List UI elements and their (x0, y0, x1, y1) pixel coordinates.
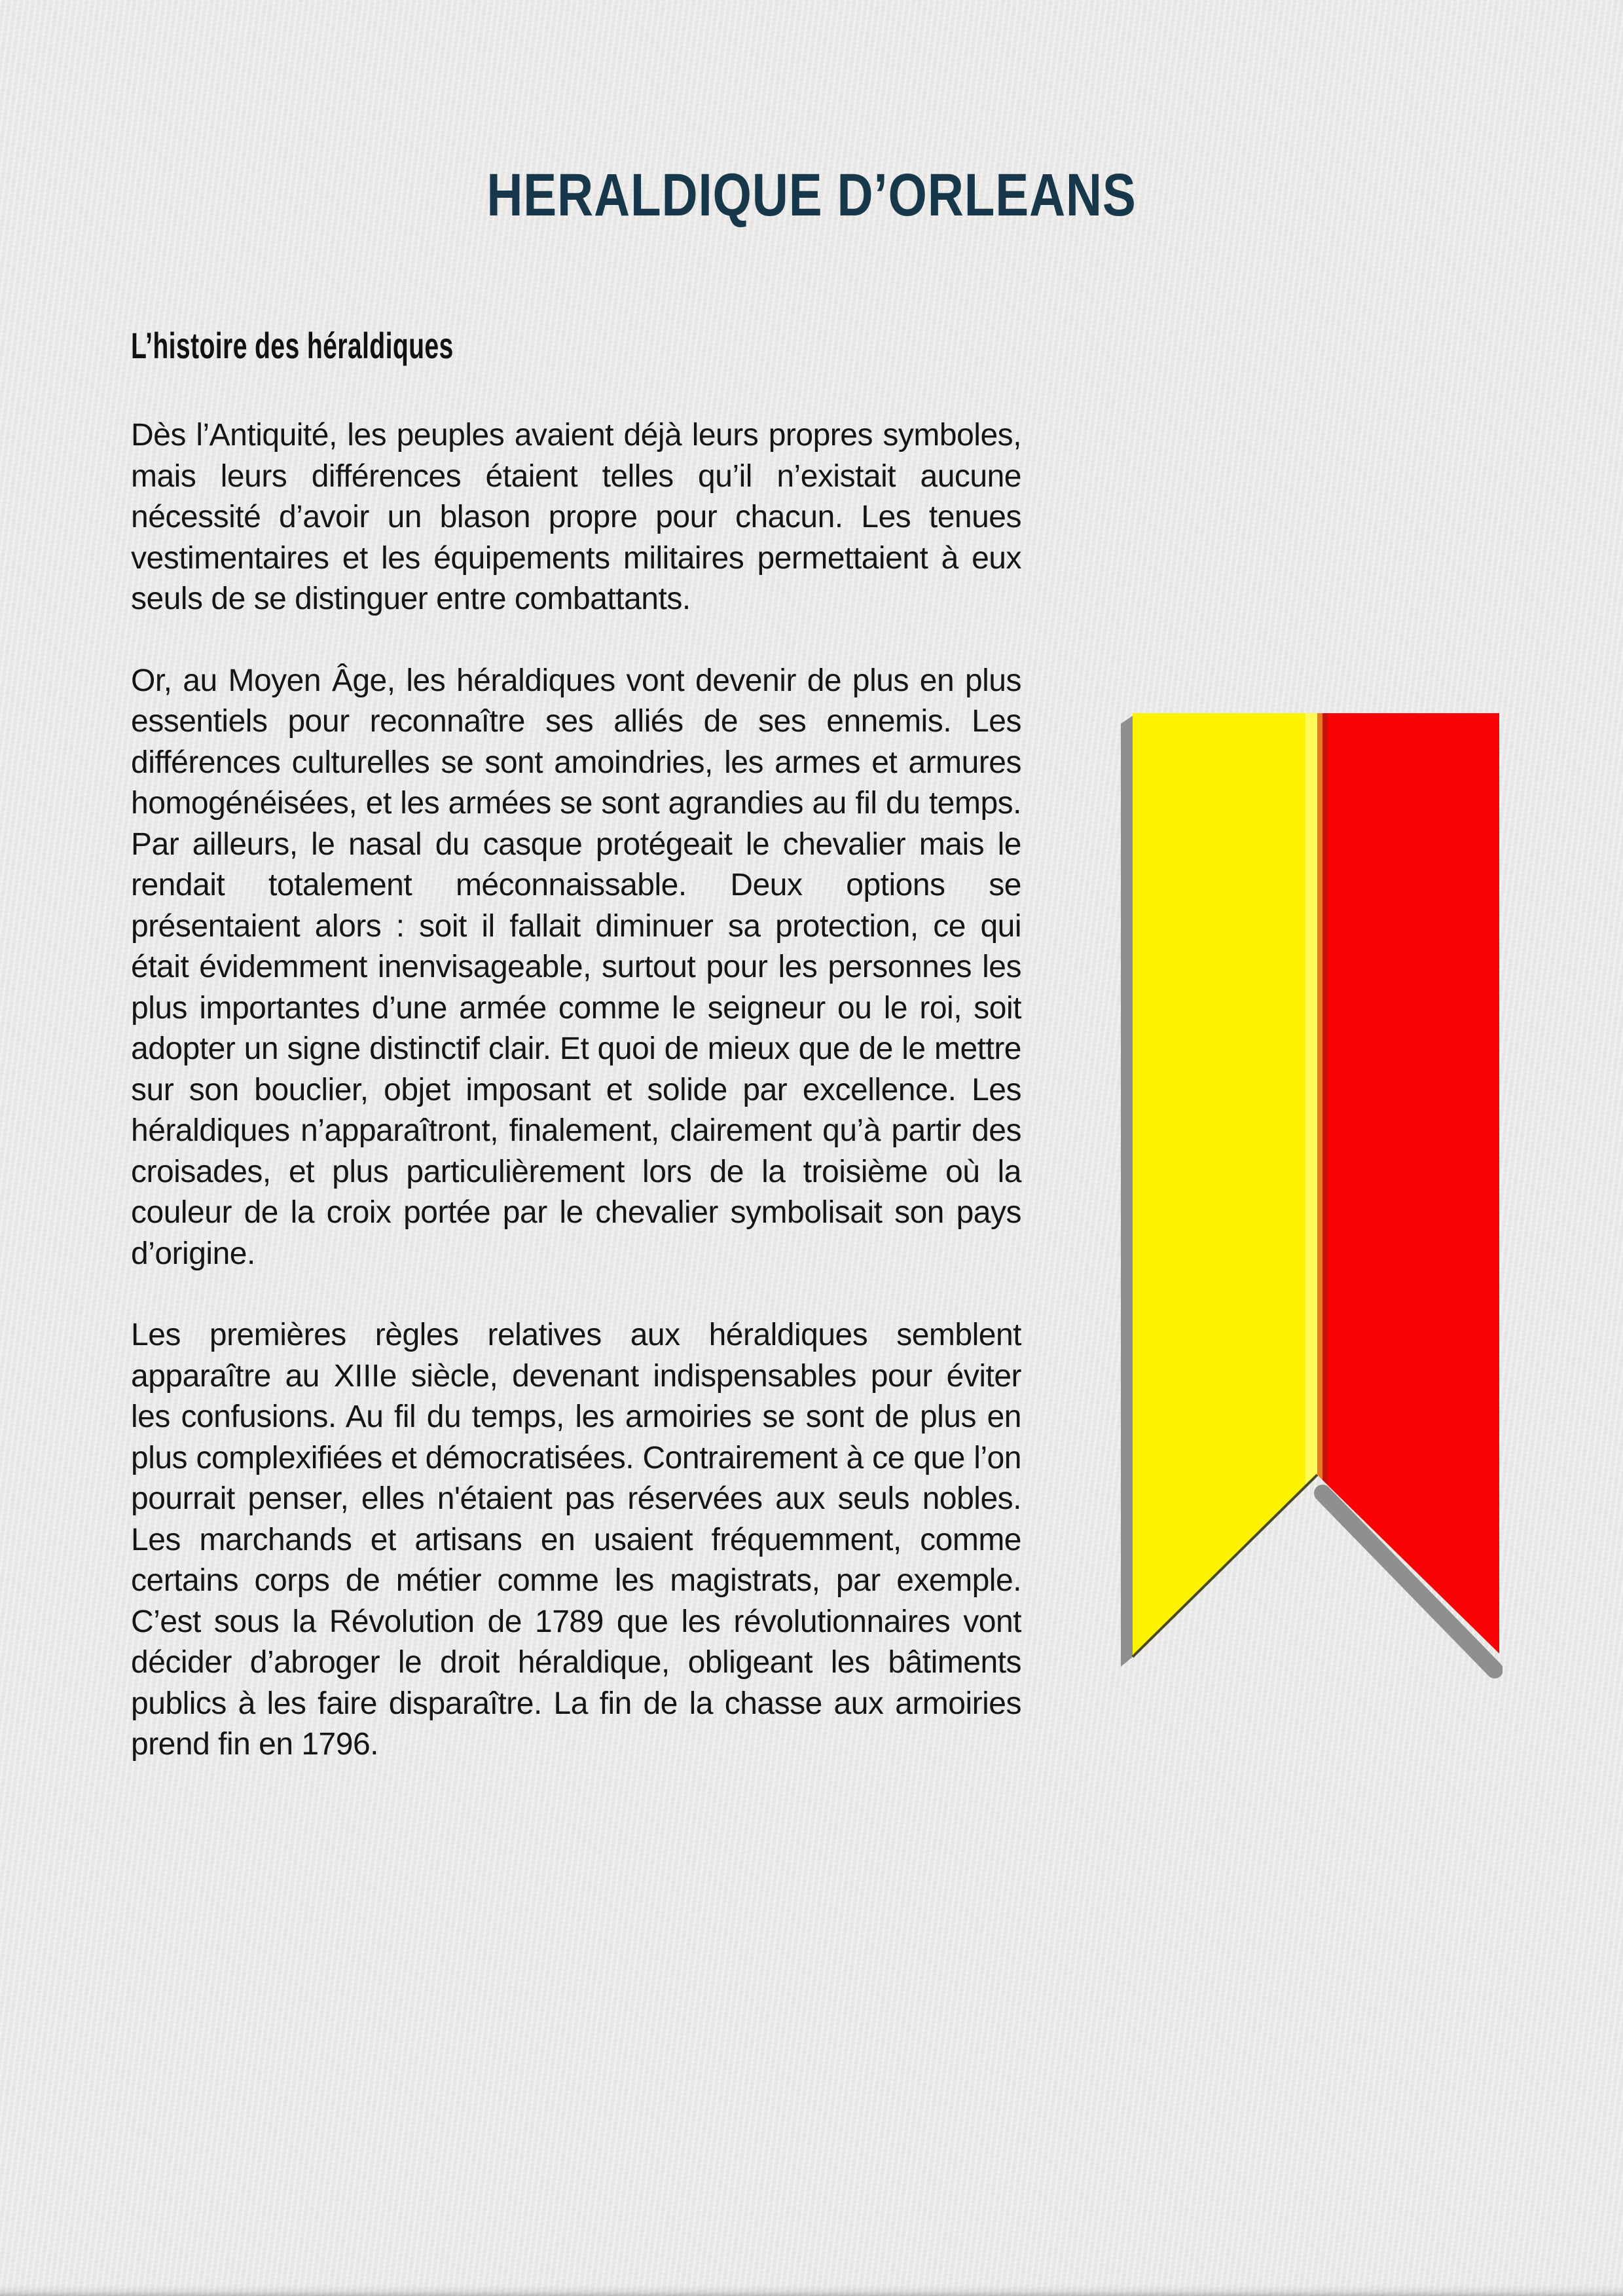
banner-fold-orange (1317, 713, 1322, 1480)
heraldic-ribbon-banner (1110, 711, 1503, 1693)
paragraph-antiquite: Dès l’Antiquité, les peuples avaient déjà leurs propres symboles, mais leurs différences étaient telles qu’il n’existait aucune nécessité d’avoir un blason propre pour chacun. Les tenues vestimentaires et les équipements militaires permettaient à eux seuls de se distinguer entre combattants. (131, 418, 1021, 616)
page-bottom-edge (0, 2286, 1623, 2296)
paragraph-moyen-age: Or, au Moyen Âge, les héraldiques vont devenir de plus en plus essentiels pour reconnaître ses alliés de ses ennemis. Les différences culturelles se sont amoindries, les armes et armures homogénéisées, et les armées se sont agrandies au fil du temps. Par ailleurs, le nasal du casque protégeait le chevalier mais le rendait totalement méconnaissable. Deux options se présentaient alors : soit il fallait diminuer sa protection, ce qui était évidemment inenvisageable, surtout pour les personnes les plus importantes d’une armée comme le seigneur ou le roi, soit adopter un signe distinctif clair. Et quoi de mieux que de le mettre sur son bouclier, objet imposant et solide par excellence. Les héraldiques n’apparaîtront, finalement, clairement qu’à partir des croisades, et plus particulièrement lors de la troisième où la couleur de la croix portée par le chevalier symbolisait son pays d’origine. (131, 663, 1021, 1271)
paragraph-premieres-regles: Les premières règles relatives aux héraldiques semblent apparaître au XIIIe siècle, devenant indispensables pour éviter les confusions. Au fil du temps, les armoiries se sont de plus en plus complexifiées et démocratisées. Contrairement à ce que l’on pourrait penser, elles n'étaient pas réservées aux seuls nobles. Les marchands et artisans en usaient fréquemment, comme certains corps de métier comme les magistrats, par exemple. C’est sous la Révolution de 1789 que les révolutionnaires vont décider d’abroger le droit héraldique, obligeant les bâtiments publics à les faire disparaître. La fin de la chasse aux armoiries prend fin en 1796. (131, 1318, 1021, 1762)
banner-yellow-field (1133, 713, 1317, 1657)
banner-left-shadow (1121, 716, 1133, 1667)
banner-red-field (1328, 713, 1499, 1654)
banner-yellow-highlight (1305, 713, 1317, 1487)
page-title: HERALDIQUE D’ORLEANS (486, 162, 1137, 229)
article-body (131, 317, 1021, 1766)
banner-fold-dark-red (1322, 713, 1328, 1485)
section-heading: L’histoire des héraldiques (131, 325, 454, 366)
